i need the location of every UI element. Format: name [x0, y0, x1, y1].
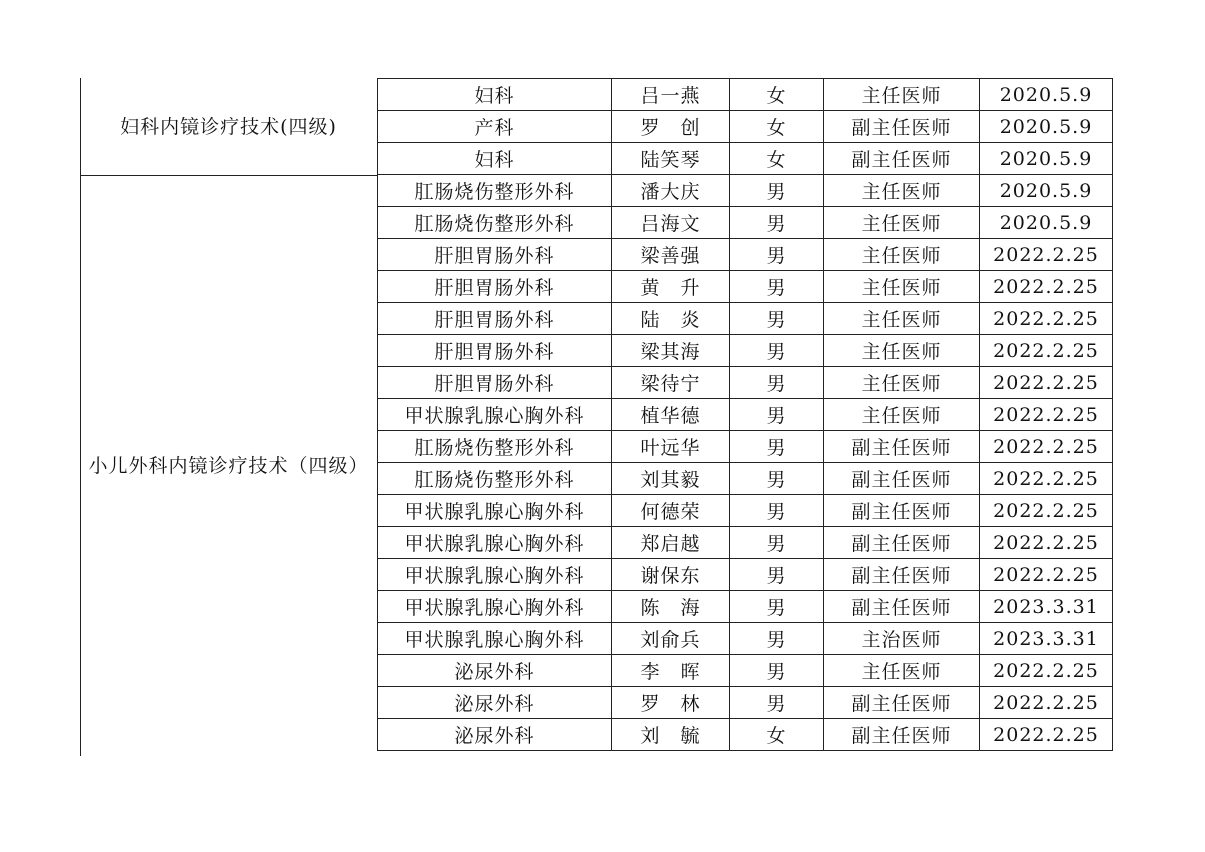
title-cell: 副主任医师: [824, 495, 980, 527]
department-cell: 肝胆胃肠外科: [378, 271, 612, 303]
sex-cell: 男: [730, 527, 824, 559]
table-row: [378, 143, 1113, 175]
sex-cell: 男: [730, 239, 824, 271]
date-cell: 2023.3.31: [980, 623, 1113, 655]
table-row: [378, 591, 1113, 623]
department-cell: 肝胆胃肠外科: [378, 239, 612, 271]
title-cell: 主任医师: [824, 303, 980, 335]
title-cell: 副主任医师: [824, 143, 980, 175]
name-cell: 刘俞兵: [612, 623, 730, 655]
date-cell: 2022.2.25: [980, 303, 1113, 335]
title-cell: 主任医师: [824, 399, 980, 431]
date-cell: 2020.5.9: [980, 175, 1113, 207]
name-cell: 梁善强: [612, 239, 730, 271]
title-cell: 副主任医师: [824, 527, 980, 559]
department-cell: 甲状腺乳腺心胸外科: [378, 527, 612, 559]
sex-cell: 男: [730, 687, 824, 719]
title-cell: 主任医师: [824, 79, 980, 111]
table-row: [378, 655, 1113, 687]
table-row: [378, 527, 1113, 559]
staff-table: [377, 78, 1113, 751]
name-cell: 刘其毅: [612, 463, 730, 495]
date-cell: 2020.5.9: [980, 143, 1113, 175]
table-row: [378, 239, 1113, 271]
department-cell: 肝胆胃肠外科: [378, 367, 612, 399]
title-cell: 副主任医师: [824, 591, 980, 623]
title-cell: 副主任医师: [824, 559, 980, 591]
table-row: [378, 623, 1113, 655]
department-cell: 甲状腺乳腺心胸外科: [378, 623, 612, 655]
table-row: [378, 719, 1113, 751]
sex-cell: 男: [730, 367, 824, 399]
name-cell: 陈 海: [612, 591, 730, 623]
sex-cell: 男: [730, 207, 824, 239]
table-row: [378, 79, 1113, 111]
department-cell: 肛肠烧伤整形外科: [378, 431, 612, 463]
date-cell: 2022.2.25: [980, 719, 1113, 751]
department-cell: 肛肠烧伤整形外科: [378, 207, 612, 239]
staff-table-body: [378, 79, 1113, 751]
name-cell: 植华德: [612, 399, 730, 431]
date-cell: 2022.2.25: [980, 495, 1113, 527]
department-cell: 甲状腺乳腺心胸外科: [378, 591, 612, 623]
date-cell: 2022.2.25: [980, 367, 1113, 399]
date-cell: 2020.5.9: [980, 207, 1113, 239]
table-row: [378, 431, 1113, 463]
sex-cell: 男: [730, 303, 824, 335]
table-row: [378, 687, 1113, 719]
department-cell: 妇科: [378, 79, 612, 111]
table-row: [378, 207, 1113, 239]
name-cell: 潘大庆: [612, 175, 730, 207]
name-cell: 刘 毓: [612, 719, 730, 751]
date-cell: 2022.2.25: [980, 687, 1113, 719]
date-cell: 2022.2.25: [980, 335, 1113, 367]
name-cell: 李 晖: [612, 655, 730, 687]
sex-cell: 男: [730, 495, 824, 527]
sex-cell: 男: [730, 335, 824, 367]
name-cell: 吕一燕: [612, 79, 730, 111]
name-cell: 罗 林: [612, 687, 730, 719]
sex-cell: 男: [730, 463, 824, 495]
sex-cell: 男: [730, 175, 824, 207]
group-label-gynecology-endoscopy: 妇科内镜诊疗技术(四级): [80, 78, 377, 176]
department-cell: 肛肠烧伤整形外科: [378, 463, 612, 495]
name-cell: 谢保东: [612, 559, 730, 591]
sex-cell: 男: [730, 591, 824, 623]
title-cell: 主任医师: [824, 367, 980, 399]
table-row: [378, 463, 1113, 495]
date-cell: 2022.2.25: [980, 239, 1113, 271]
department-cell: 泌尿外科: [378, 719, 612, 751]
date-cell: 2020.5.9: [980, 79, 1113, 111]
date-cell: 2023.3.31: [980, 591, 1113, 623]
sex-cell: 男: [730, 431, 824, 463]
department-cell: 甲状腺乳腺心胸外科: [378, 399, 612, 431]
table-row: [378, 303, 1113, 335]
date-cell: 2022.2.25: [980, 399, 1113, 431]
date-cell: 2022.2.25: [980, 559, 1113, 591]
title-cell: 副主任医师: [824, 719, 980, 751]
name-cell: 陆笑琴: [612, 143, 730, 175]
date-cell: 2022.2.25: [980, 527, 1113, 559]
title-cell: 主任医师: [824, 175, 980, 207]
department-cell: 甲状腺乳腺心胸外科: [378, 559, 612, 591]
title-cell: 主任医师: [824, 207, 980, 239]
date-cell: 2022.2.25: [980, 271, 1113, 303]
name-cell: 陆 炎: [612, 303, 730, 335]
date-cell: 2022.2.25: [980, 431, 1113, 463]
department-cell: 肝胆胃肠外科: [378, 335, 612, 367]
title-cell: 副主任医师: [824, 687, 980, 719]
sex-cell: 男: [730, 271, 824, 303]
date-cell: 2022.2.25: [980, 463, 1113, 495]
department-cell: 甲状腺乳腺心胸外科: [378, 495, 612, 527]
department-cell: 泌尿外科: [378, 655, 612, 687]
title-cell: 主任医师: [824, 335, 980, 367]
table-row: [378, 271, 1113, 303]
sex-cell: 女: [730, 143, 824, 175]
table-row: [378, 175, 1113, 207]
table-row: [378, 367, 1113, 399]
table-row: [378, 111, 1113, 143]
department-cell: 肝胆胃肠外科: [378, 303, 612, 335]
title-cell: 副主任医师: [824, 431, 980, 463]
date-cell: 2022.2.25: [980, 655, 1113, 687]
name-cell: 何德荣: [612, 495, 730, 527]
sex-cell: 男: [730, 655, 824, 687]
sex-cell: 女: [730, 719, 824, 751]
department-cell: 泌尿外科: [378, 687, 612, 719]
name-cell: 梁待宁: [612, 367, 730, 399]
title-cell: 主治医师: [824, 623, 980, 655]
sex-cell: 男: [730, 399, 824, 431]
group-label-pediatric-surgery-endoscopy: 小儿外科内镜诊疗技术（四级）: [88, 455, 369, 477]
name-cell: 郑启越: [612, 527, 730, 559]
title-cell: 主任医师: [824, 655, 980, 687]
sex-cell: 女: [730, 111, 824, 143]
department-cell: 妇科: [378, 143, 612, 175]
name-cell: 罗 创: [612, 111, 730, 143]
title-cell: 副主任医师: [824, 111, 980, 143]
table-row: [378, 335, 1113, 367]
name-cell: 梁其海: [612, 335, 730, 367]
department-cell: 产科: [378, 111, 612, 143]
name-cell: 吕海文: [612, 207, 730, 239]
sex-cell: 男: [730, 559, 824, 591]
table-row: [378, 399, 1113, 431]
table-row: [378, 559, 1113, 591]
title-cell: 主任医师: [824, 239, 980, 271]
department-cell: 肛肠烧伤整形外科: [378, 175, 612, 207]
name-cell: 黄 升: [612, 271, 730, 303]
date-cell: 2020.5.9: [980, 111, 1113, 143]
sex-cell: 男: [730, 623, 824, 655]
table-row: [378, 495, 1113, 527]
sex-cell: 女: [730, 79, 824, 111]
name-cell: 叶远华: [612, 431, 730, 463]
title-cell: 副主任医师: [824, 463, 980, 495]
title-cell: 主任医师: [824, 271, 980, 303]
